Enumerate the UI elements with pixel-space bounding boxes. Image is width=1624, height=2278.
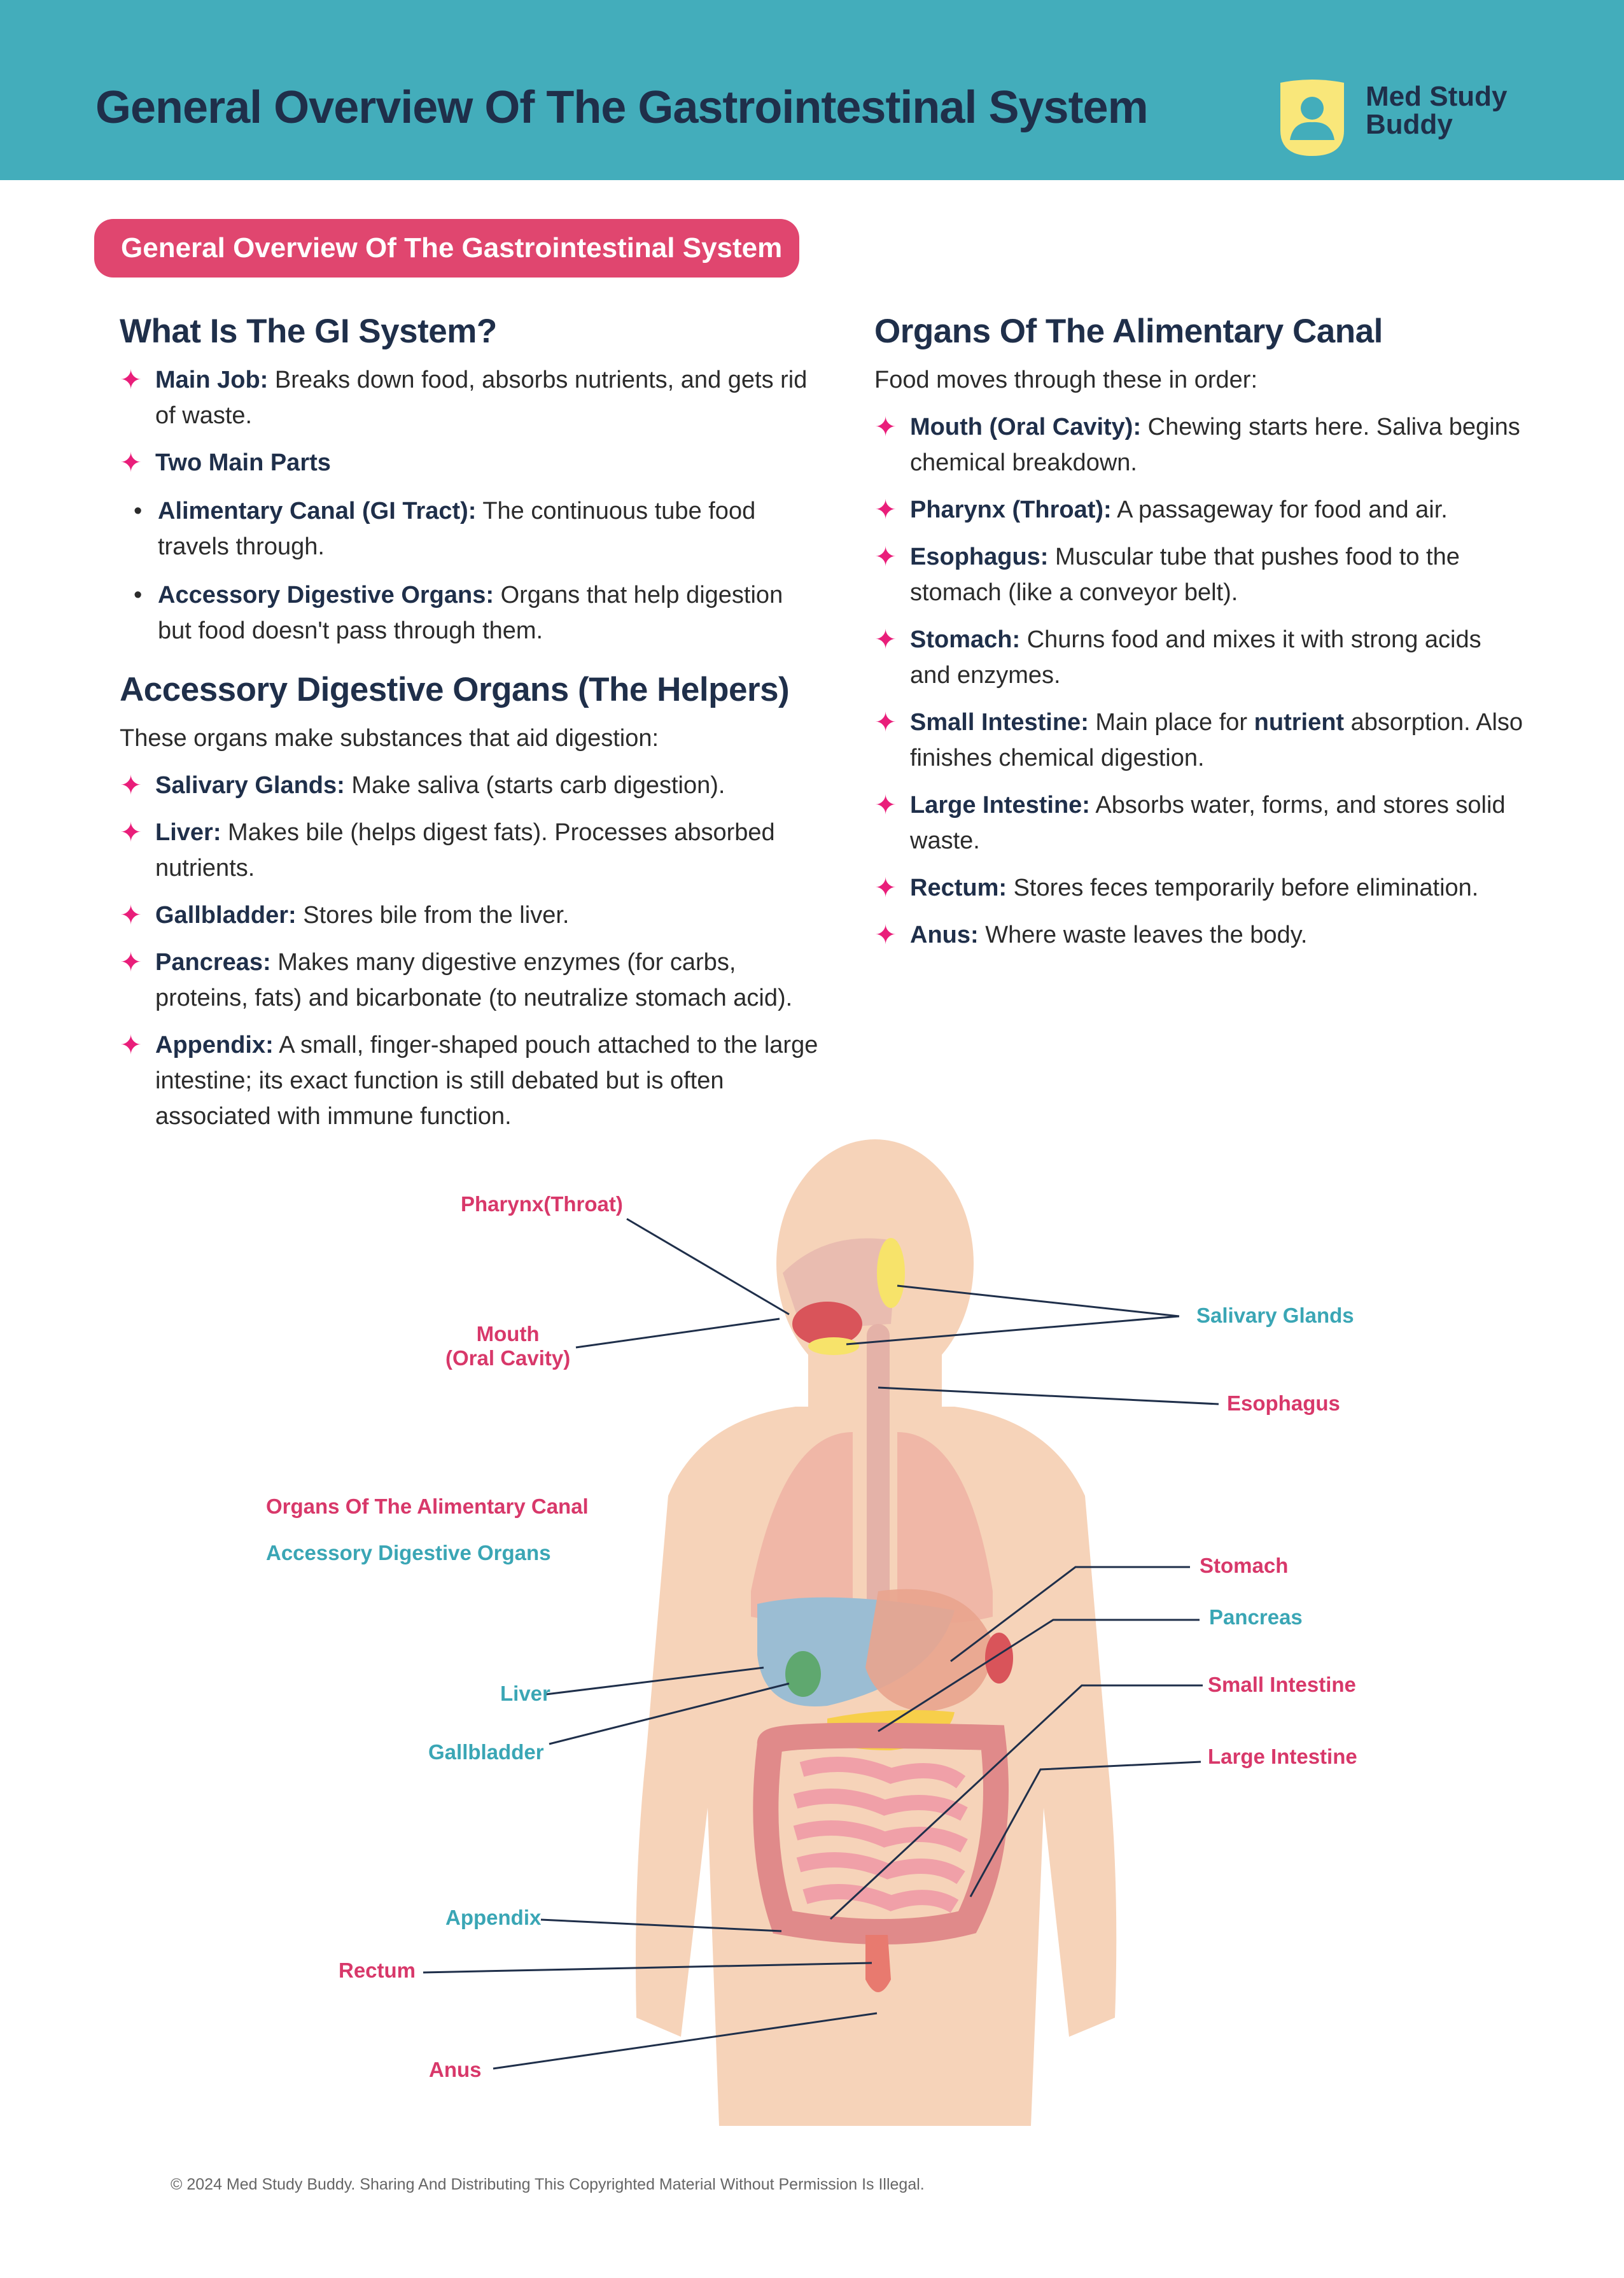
label-esophagus: Esophagus bbox=[1227, 1391, 1340, 1415]
legend-alimentary: Organs Of The Alimentary Canal bbox=[266, 1494, 589, 1518]
star-bullet-icon: ✦ bbox=[120, 365, 143, 395]
legend-accessory: Accessory Digestive Organs bbox=[266, 1541, 551, 1564]
star-bullet-icon: ✦ bbox=[120, 900, 143, 930]
list-item: ✦ Gallbladder: Stores bile from the liver. bbox=[120, 897, 820, 933]
label-gallbladder: Gallbladder bbox=[428, 1740, 544, 1764]
list-item: ✦ Main Job: Breaks down food, absorbs nutrients, and gets rid of waste. bbox=[120, 362, 820, 433]
salivary-gland-shape bbox=[877, 1238, 905, 1308]
star-bullet-icon: ✦ bbox=[120, 1030, 143, 1060]
gi-system-heading: What Is The GI System? bbox=[120, 313, 497, 350]
label-mouth-line2: (Oral Cavity) bbox=[445, 1346, 571, 1370]
list-item: ✦ Salivary Glands: Make saliva (starts carb digestion). bbox=[120, 768, 820, 803]
star-bullet-icon: ✦ bbox=[874, 920, 897, 950]
section-pill: General Overview Of The Gastrointestinal System bbox=[94, 219, 799, 278]
label-small-intestine: Small Intestine bbox=[1208, 1673, 1356, 1696]
label-pharynx: Pharynx(Throat) bbox=[461, 1192, 623, 1216]
dot-bullet-icon: • bbox=[134, 498, 143, 524]
star-bullet-icon: ✦ bbox=[120, 447, 143, 477]
star-bullet-icon: ✦ bbox=[874, 412, 897, 442]
accessory-heading: Accessory Digestive Organs (The Helpers) bbox=[120, 671, 790, 708]
logo-text-line1: Med Study bbox=[1366, 81, 1508, 112]
label-appendix: Appendix bbox=[445, 1906, 542, 1929]
gallbladder-shape bbox=[785, 1651, 821, 1697]
label-mouth-line1: Mouth bbox=[476, 1322, 540, 1346]
list-item: ✦ Stomach: Churns food and mixes it with strong acids and enzymes. bbox=[874, 622, 1523, 693]
label-mouth bbox=[445, 1322, 570, 1370]
label-pancreas: Pancreas bbox=[1209, 1605, 1303, 1629]
list-item: ✦ Pharynx (Throat): A passageway for food and air. bbox=[874, 492, 1523, 528]
accessory-intro: These organs make substances that aid digestion: bbox=[120, 725, 659, 752]
label-stomach: Stomach bbox=[1200, 1554, 1289, 1577]
dot-bullet-icon: • bbox=[134, 582, 143, 608]
list-item: ✦ Two Main Parts • Alimentary Canal (GI Tract): The continuous tube food travels through. • Accessory Digestive Organs: Organs that help digestion but food doesn't pass through them. bbox=[120, 445, 820, 649]
star-bullet-icon: ✦ bbox=[874, 873, 897, 903]
star-bullet-icon: ✦ bbox=[874, 790, 897, 820]
list-item: • Accessory Digestive Organs: Organs that help digestion but food doesn't pass through them. bbox=[120, 577, 820, 649]
alimentary-intro: Food moves through these in order: bbox=[874, 367, 1258, 393]
copyright-footer: © 2024 Med Study Buddy. Sharing And Distributing This Copyrighted Material Without Permission Is Illegal. bbox=[171, 2176, 925, 2193]
list-item: ✦ Small Intestine: Main place for nutrient absorption. Also finishes chemical digestion. bbox=[874, 705, 1523, 776]
list-item: • Alimentary Canal (GI Tract): The continuous tube food travels through. bbox=[120, 493, 820, 565]
list-item: ✦ Liver: Makes bile (helps digest fats). Processes absorbed nutrients. bbox=[120, 815, 820, 886]
page-title: General Overview Of The Gastrointestinal System bbox=[95, 82, 1148, 133]
star-bullet-icon: ✦ bbox=[120, 947, 143, 977]
list-item: ✦ Esophagus: Muscular tube that pushes food to the stomach (like a conveyor belt). bbox=[874, 539, 1523, 610]
spleen-shape bbox=[985, 1633, 1013, 1684]
list-item: ✦ Large Intestine: Absorbs water, forms, and stores solid waste. bbox=[874, 787, 1523, 859]
label-large-intestine: Large Intestine bbox=[1208, 1745, 1357, 1768]
label-rectum: Rectum bbox=[339, 1958, 416, 1982]
alimentary-heading: Organs Of The Alimentary Canal bbox=[874, 313, 1383, 350]
star-bullet-icon: ✦ bbox=[874, 624, 897, 654]
label-salivary-glands: Salivary Glands bbox=[1196, 1304, 1354, 1327]
label-anus: Anus bbox=[429, 2058, 482, 2081]
star-bullet-icon: ✦ bbox=[120, 817, 143, 847]
list-item: ✦ Anus: Where waste leaves the body. bbox=[874, 917, 1523, 953]
list-item: ✦ Rectum: Stores feces temporarily before elimination. bbox=[874, 870, 1523, 906]
star-bullet-icon: ✦ bbox=[874, 495, 897, 524]
logo-text-line2: Buddy bbox=[1366, 109, 1453, 140]
list-item: ✦ Mouth (Oral Cavity): Chewing starts here. Saliva begins chemical breakdown. bbox=[874, 409, 1523, 481]
list-item: ✦ Pancreas: Makes many digestive enzymes (for carbs, proteins, fats) and bicarbonate (to neutralize stomach acid). bbox=[120, 945, 820, 1016]
star-bullet-icon: ✦ bbox=[874, 707, 897, 737]
label-liver: Liver bbox=[500, 1682, 550, 1705]
star-bullet-icon: ✦ bbox=[874, 542, 897, 572]
salivary-gland-lower-shape bbox=[808, 1337, 859, 1355]
star-bullet-icon: ✦ bbox=[120, 770, 143, 800]
list-item: ✦ Appendix: A small, finger-shaped pouch attached to the large intestine; its exact function is still debated but is often associated with immune function. bbox=[120, 1027, 820, 1134]
